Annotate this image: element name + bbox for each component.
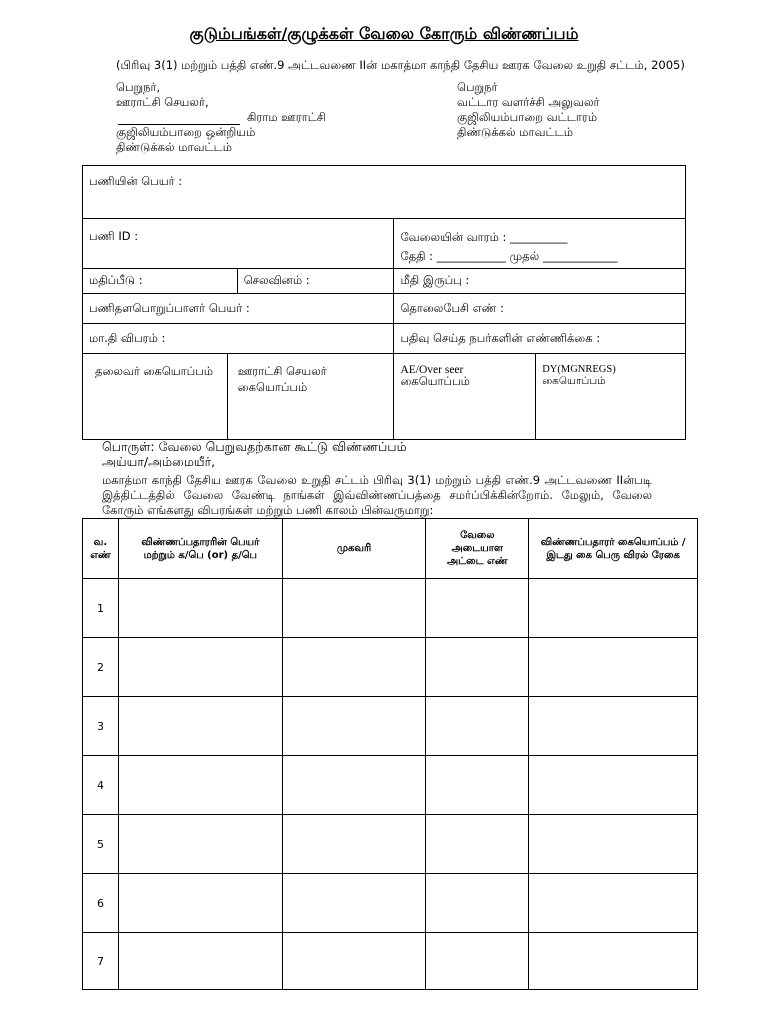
address-cell[interactable] bbox=[282, 697, 426, 756]
table-row bbox=[83, 933, 698, 990]
serial-cell: 5 bbox=[83, 815, 119, 874]
job-card-cell[interactable] bbox=[426, 756, 529, 815]
phone-field[interactable]: தொலைபேசி எண் : bbox=[394, 294, 686, 324]
balance-field[interactable]: மீதி இருப்பு : bbox=[394, 269, 686, 294]
work-name-field[interactable]: பணியின் பெயர் : bbox=[83, 166, 686, 219]
header-job-card: வேலை அடையாள அட்டை எண் bbox=[426, 519, 529, 579]
applicant-name-cell[interactable] bbox=[118, 756, 282, 815]
expenditure-field[interactable]: செலவினம் : bbox=[237, 269, 394, 294]
signature-cell[interactable] bbox=[529, 697, 698, 756]
header-signature: விண்ணப்பதாரர் கையொப்பம் / இடது கை பெரு விரல் ரேகை bbox=[529, 519, 698, 579]
serial-cell: 6 bbox=[83, 874, 119, 933]
table-row bbox=[83, 874, 698, 933]
table-row bbox=[83, 697, 698, 756]
signature-cell[interactable] bbox=[529, 815, 698, 874]
job-card-cell[interactable] bbox=[426, 638, 529, 697]
job-card-cell[interactable] bbox=[426, 874, 529, 933]
serial-cell: 1 bbox=[83, 579, 119, 638]
letter-paragraph: மகாத்மா காந்தி தேசிய ஊரக வேலை உறுதி சட்டம் பிரிவு 3(1) மற்றும் பத்தி எண்.9 அட்டவணை IIன்படி இத்திட்டத்தில் வேலை வேண்டி நாங்கள் இவ்விண்ணப்பத்தை சமர்ப்பிக்கின்றோம். மேலும், வேலை கோரும் எங்களது விபரங்கள் மற்றும் பணி காலம் பின்வருமாறு: bbox=[102, 473, 652, 517]
letter-subject: பொருள்: வேலை பெறுவதற்கான கூட்டு விண்ணப்பம் bbox=[102, 439, 407, 454]
address-cell[interactable] bbox=[282, 815, 426, 874]
left-recipient-line4: குஜிலியம்பாறை ஒன்றியம் bbox=[116, 125, 256, 139]
serial-cell: 4 bbox=[83, 756, 119, 815]
signature-cell[interactable] bbox=[529, 638, 698, 697]
right-recipient-line1: பெறுநர் bbox=[457, 80, 498, 94]
signature-cell[interactable] bbox=[529, 874, 698, 933]
registered-count-field[interactable]: பதிவு செய்த நபர்களின் எண்ணிக்கை : bbox=[394, 324, 686, 354]
serial-cell: 3 bbox=[83, 697, 119, 756]
left-recipient-line3: கிராம ஊராட்சி bbox=[247, 110, 326, 124]
applicants-table bbox=[82, 518, 698, 990]
left-recipient-line5: திண்டுக்கல் மாவட்டம் bbox=[116, 140, 233, 154]
applicant-name-cell[interactable] bbox=[118, 874, 282, 933]
address-cell[interactable] bbox=[282, 579, 426, 638]
secretary-signature-box[interactable]: ஊராட்சி செயலர் கையொப்பம் bbox=[227, 354, 394, 440]
signature-cell[interactable] bbox=[529, 756, 698, 815]
applicant-name-cell[interactable] bbox=[118, 815, 282, 874]
work-id-field[interactable]: பணி ID : bbox=[83, 219, 394, 269]
ae-signature-box[interactable]: AE/Over seer கையொப்பம் bbox=[394, 354, 536, 440]
job-card-cell[interactable] bbox=[426, 697, 529, 756]
mati-details-field[interactable]: மா.தி விபரம் : bbox=[83, 324, 394, 354]
applicant-name-cell[interactable] bbox=[118, 579, 282, 638]
address-cell[interactable] bbox=[282, 756, 426, 815]
president-signature-box[interactable]: தலைவர் கையொப்பம் bbox=[83, 354, 228, 440]
serial-cell: 7 bbox=[83, 933, 119, 990]
left-recipient-line1: பெறுநர், bbox=[116, 80, 161, 94]
left-recipient-line2: ஊராட்சி செயலர், bbox=[116, 95, 209, 109]
dy-signature-box[interactable]: DY(MGNREGS) கையொப்பம் bbox=[536, 354, 686, 440]
work-week-field: வேலையின் வாரம் : __________ bbox=[400, 230, 568, 244]
applicant-name-cell[interactable] bbox=[118, 697, 282, 756]
job-card-cell[interactable] bbox=[426, 815, 529, 874]
address-cell[interactable] bbox=[282, 638, 426, 697]
form-title: குடும்பங்கள்/குழுக்கள் வேலை கோரும் விண்ணப்பம் bbox=[189, 24, 579, 43]
right-recipient-line4: திண்டுக்கல் மாவட்டம் bbox=[457, 125, 574, 139]
right-recipient-line2: வட்டார வளர்ச்சி அலுவலர் bbox=[457, 95, 600, 109]
right-recipient-line3: குஜிலியம்பாறை வட்டாரம் bbox=[457, 110, 598, 124]
table-row bbox=[83, 638, 698, 697]
table-row bbox=[83, 815, 698, 874]
work-week-cell[interactable] bbox=[394, 219, 686, 269]
estimate-field[interactable]: மதிப்பீடு : bbox=[83, 269, 238, 294]
table-row bbox=[83, 579, 698, 638]
address-cell[interactable] bbox=[282, 933, 426, 990]
letter-salutation: அய்யா/அம்மையீர், bbox=[102, 454, 216, 469]
table-header-row bbox=[83, 519, 698, 579]
header-address: முகவரி bbox=[282, 519, 426, 579]
work-info-table bbox=[82, 165, 686, 440]
address-cell[interactable] bbox=[282, 874, 426, 933]
supervisor-name-field[interactable]: பணிதளபொறுப்பாளர் பெயர் : bbox=[83, 294, 394, 324]
table-row bbox=[83, 756, 698, 815]
header-serial: வ. எண் bbox=[83, 519, 119, 579]
header-applicant-name: விண்ணப்பதாரரின் பெயர் மற்றும் க/பெ (or) த/பெ bbox=[118, 519, 282, 579]
job-card-cell[interactable] bbox=[426, 579, 529, 638]
date-range-field: தேதி : ____________ முதல் _____________ bbox=[400, 249, 618, 263]
serial-cell: 2 bbox=[83, 638, 119, 697]
form-subtitle: (பிரிவு 3(1) மற்றும் பத்தி எண்.9 அட்டவணை IIன் மகாத்மா காந்தி தேசிய ஊரக வேலை உறுதி சட்டம், 2005) bbox=[116, 58, 685, 72]
applicant-name-cell[interactable] bbox=[118, 933, 282, 990]
applicant-name-cell[interactable] bbox=[118, 638, 282, 697]
job-card-cell[interactable] bbox=[426, 933, 529, 990]
signature-cell[interactable] bbox=[529, 579, 698, 638]
signature-cell[interactable] bbox=[529, 933, 698, 990]
